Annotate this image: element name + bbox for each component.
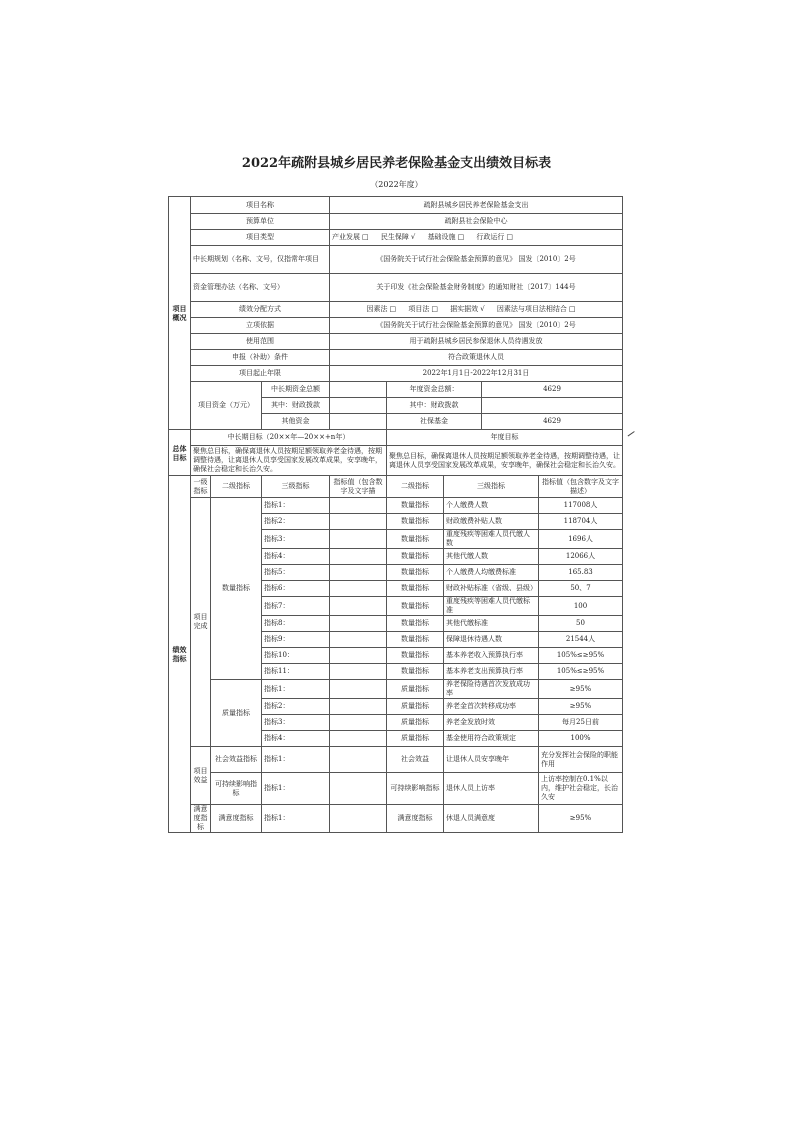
- alloc-option-label: 据实据效: [450, 305, 479, 313]
- table-row-ind: 指标2：: [262, 514, 330, 530]
- alloc-option-label: 因素法与项目法相结合: [496, 305, 567, 313]
- project-name-label: 项目名称: [191, 197, 330, 214]
- table-row-value: 105%≤≥95%: [539, 664, 623, 680]
- table-row-value: 100%: [539, 731, 623, 747]
- table-row-name: 休退人员满意度: [444, 805, 539, 833]
- table-row-value: 117008人: [539, 498, 623, 514]
- cat-sustain: 可持续影响指标: [211, 773, 262, 805]
- table-row-name: 重度残疾等困难人员代缴标准: [444, 597, 539, 616]
- table-row-ind: 指标3：: [262, 715, 330, 731]
- performance-target-table: [168, 196, 623, 833]
- apply-value: 符合政策退休人员: [330, 350, 623, 366]
- alloc-option-label: 因素法: [366, 305, 388, 313]
- table-row-cat: 质量指标: [387, 715, 444, 731]
- table-row-name: 基本养老收入预算执行率: [444, 648, 539, 664]
- mid-goal-text: 聚焦总目标，确保离退休人员按期足额领取养老金待遇，按期调整待遇，让离退休人员享受国家发展改革成果，安享晚年，确保社会稳定和长治久安。: [191, 446, 387, 476]
- table-row-name: 基本养老支出预算执行率: [444, 664, 539, 680]
- table-row-name: 基金使用符合政策规定: [444, 731, 539, 747]
- table-row-cat: 数量指标: [387, 648, 444, 664]
- table-row-ind: 指标1：: [262, 680, 330, 699]
- mid-total-label: 中长期资金总额: [262, 382, 330, 398]
- table-row-name: 保障退休待遇人数: [444, 632, 539, 648]
- checkbox-icon: □: [568, 305, 576, 313]
- checkmark-icon: √: [410, 233, 416, 241]
- cat-social: 社会效益指标: [211, 747, 262, 773]
- table-row-ind: 指标11：: [262, 664, 330, 680]
- scope-value: 用于疏附县城乡居民参保退休人员待遇发放: [330, 334, 623, 350]
- table-row-ind: 指标1：: [262, 805, 330, 833]
- table-row-name: 个人缴费人均缴费标准: [444, 565, 539, 581]
- table-row-value: ≥95%: [539, 699, 623, 715]
- budget-unit-label: 预算单位: [191, 214, 330, 230]
- cat-quality: 质量指标: [211, 680, 262, 747]
- mid-fiscal-label: 其中：财政拨款: [262, 398, 330, 414]
- table-row-value: 充分发挥社会保险的职能作用: [539, 747, 623, 773]
- table-row-cat: 质量指标: [387, 680, 444, 699]
- table-row-name: 重度残疾等困难人员代缴人数: [444, 530, 539, 549]
- table-row-ind: 指标6：: [262, 581, 330, 597]
- alloc-option-label: 项目法: [408, 305, 430, 313]
- table-row-cat: 满意度指标: [387, 805, 444, 833]
- table-row-cat: 数量指标: [387, 616, 444, 632]
- table-row-value: ≥95%: [539, 680, 623, 699]
- other-funds-label: 其他资金: [262, 414, 330, 430]
- table-row-ind: 指标8：: [262, 616, 330, 632]
- header-level3: 三级指标: [262, 476, 330, 498]
- social-fund-label: 社保基金: [387, 414, 482, 430]
- table-row-ind: 指标3：: [262, 530, 330, 549]
- annual-total-label: 年度资金总额：: [387, 382, 482, 398]
- table-row-cat: 质量指标: [387, 731, 444, 747]
- basis-label: 立项依据: [191, 318, 330, 334]
- period-value: 2022年1月1日-2022年12月31日: [330, 366, 623, 382]
- section-performance: 绩效指标: [169, 476, 191, 833]
- table-row-value: 每月25日前: [539, 715, 623, 731]
- table-row-name: 养老金发放时效: [444, 715, 539, 731]
- table-row-ind: 指标10：: [262, 648, 330, 664]
- mid-fiscal-value: [330, 398, 387, 414]
- checkbox-icon: □: [389, 305, 397, 313]
- fund-mgmt-label: 资金管理办法（名称、文号）: [191, 274, 330, 302]
- project-type-options: [330, 230, 623, 246]
- plan-label: 中长期规划（名称、文号，仅指常年项目: [191, 246, 330, 274]
- alloc-label: 绩效分配方式: [191, 302, 330, 318]
- table-row-cat: 数量指标: [387, 514, 444, 530]
- table-row-ind: 指标2：: [262, 699, 330, 715]
- table-row-name: 退休人员上访率: [444, 773, 539, 805]
- table-row-ind: 指标4：: [262, 731, 330, 747]
- table-row-value: 50、7: [539, 581, 623, 597]
- group-effect: 项目效益: [191, 747, 211, 805]
- checkbox-icon: □: [431, 305, 438, 313]
- budget-unit-value: 疏附县社会保险中心: [330, 214, 623, 230]
- type-option-label: 行政运行: [476, 233, 505, 241]
- table-row-cat: 数量指标: [387, 498, 444, 514]
- header-level3b: 三级指标: [444, 476, 539, 498]
- table-row-value: 50: [539, 616, 623, 632]
- period-label: 项目起止年限: [191, 366, 330, 382]
- funds-section-label: 项目资金（万元）: [191, 382, 262, 430]
- table-row-ind: 指标5：: [262, 565, 330, 581]
- table-row-ind: 指标1：: [262, 747, 330, 773]
- annual-fiscal-label: 其中：财政拨款: [387, 398, 482, 414]
- alloc-options: [330, 302, 623, 318]
- header-valueb: 指标值（包含数字及文字描述）: [539, 476, 623, 498]
- other-funds-value: [330, 414, 387, 430]
- checkbox-icon: □: [362, 233, 369, 241]
- project-type-label: 项目类型: [191, 230, 330, 246]
- mid-total-value: [330, 382, 387, 398]
- table-row-cat: 可持续影响指标: [387, 773, 444, 805]
- fund-mgmt-value: 关于印发《社会保险基金财务制度》的通知财社〔2017〕144号: [330, 274, 623, 302]
- basis-value: 《国务院关于试行社会保险基金预算的意见》 国发〔2010〕2号: [330, 318, 623, 334]
- table-row-name: 财政补贴标准（省级、县级）: [444, 581, 539, 597]
- table-row-name: 养老金首次转移成功率: [444, 699, 539, 715]
- table-row-cat: 数量指标: [387, 632, 444, 648]
- mid-goal-label: 中长期目标（20××年—20××+n年）: [191, 430, 387, 446]
- table-row-ind: 指标1：: [262, 498, 330, 514]
- table-row-value: ≥95%: [539, 805, 623, 833]
- section-overview: 项目概况: [169, 197, 191, 430]
- checkmark-icon: √: [480, 305, 485, 313]
- project-name-value: 疏附县城乡居民养老保险基金支出: [330, 197, 623, 214]
- table-row-name: 个人缴费人数: [444, 498, 539, 514]
- checkbox-icon: □: [457, 233, 465, 241]
- cat-satisfaction: 满意度指标: [211, 805, 262, 833]
- table-row-cat: 数量指标: [387, 530, 444, 549]
- table-row-value: 上访率控制在0.1%以内，维护社会稳定，长治久安: [539, 773, 623, 805]
- table-row-ind: 指标7：: [262, 597, 330, 616]
- table-row-name: 其他代缴人数: [444, 549, 539, 565]
- table-row-name: 养老保险待遇首次发放成功率: [444, 680, 539, 699]
- table-row-cat: 数量指标: [387, 549, 444, 565]
- apply-label: 申报（补助）条件: [191, 350, 330, 366]
- header-level2: 二级指标: [211, 476, 262, 498]
- table-row-value: 12066人: [539, 549, 623, 565]
- scope-label: 使用范围: [191, 334, 330, 350]
- header-level1: 一级指标: [191, 476, 211, 498]
- table-row-value: 21544人: [539, 632, 623, 648]
- checkbox-icon: □: [506, 233, 514, 241]
- table-row-cat: 数量指标: [387, 597, 444, 616]
- header-value: 指标值（包含数字及文字描: [330, 476, 387, 498]
- table-row-cat: 社会效益: [387, 747, 444, 773]
- annual-fiscal-value: [482, 398, 623, 414]
- type-option-label: 民生保障: [380, 233, 409, 241]
- group-output: 项目完成: [191, 498, 211, 747]
- table-row-ind: 指标9：: [262, 632, 330, 648]
- table-row-name: 其他代缴标准: [444, 616, 539, 632]
- annual-goal-label: 年度目标: [387, 430, 623, 446]
- cat-quantity: 数量指标: [211, 498, 262, 680]
- pen-mark-icon: [628, 431, 637, 439]
- table-row-cat: 数量指标: [387, 581, 444, 597]
- table-row-value: 105%≤≥95%: [539, 648, 623, 664]
- table-row-ind: 指标4：: [262, 549, 330, 565]
- annual-goal-text: 聚焦总目标，确保离退休人员按期足额领取养老金待遇，按期调整待遇，让离退休人员享受国家发展改革成果，安享晚年，确保社会稳定和长治久安。: [387, 446, 623, 476]
- table-row-name: 让退休人员安享晚年: [444, 747, 539, 773]
- annual-total-value: 4629: [482, 382, 623, 398]
- group-satisfaction: 满意度指标: [191, 805, 211, 833]
- table-row-value: 100: [539, 597, 623, 616]
- type-option-label: 基础设施: [427, 233, 456, 241]
- table-row-value: 118704人: [539, 514, 623, 530]
- table-row-cat: 数量指标: [387, 565, 444, 581]
- page-subtitle: （2022年度）: [370, 180, 423, 189]
- table-row-cat: 数量指标: [387, 664, 444, 680]
- table-row-name: 财政缴费补贴人数: [444, 514, 539, 530]
- table-row-ind: 指标1：: [262, 773, 330, 805]
- table-row-cat: 质量指标: [387, 699, 444, 715]
- page-title: 2022年疏附县城乡居民养老保险基金支出绩效目标表: [241, 156, 552, 171]
- table-row-value: 1696人: [539, 530, 623, 549]
- plan-value: 《国务院关于试行社会保险基金预算的意见》 国发〔2010〕2号: [330, 246, 623, 274]
- type-option-label: 产业发展: [332, 233, 360, 241]
- table-row-value: 165.83: [539, 565, 623, 581]
- section-goals: 总体目标: [169, 430, 191, 476]
- header-level2b: 二级指标: [387, 476, 444, 498]
- social-fund-value: 4629: [482, 414, 623, 430]
